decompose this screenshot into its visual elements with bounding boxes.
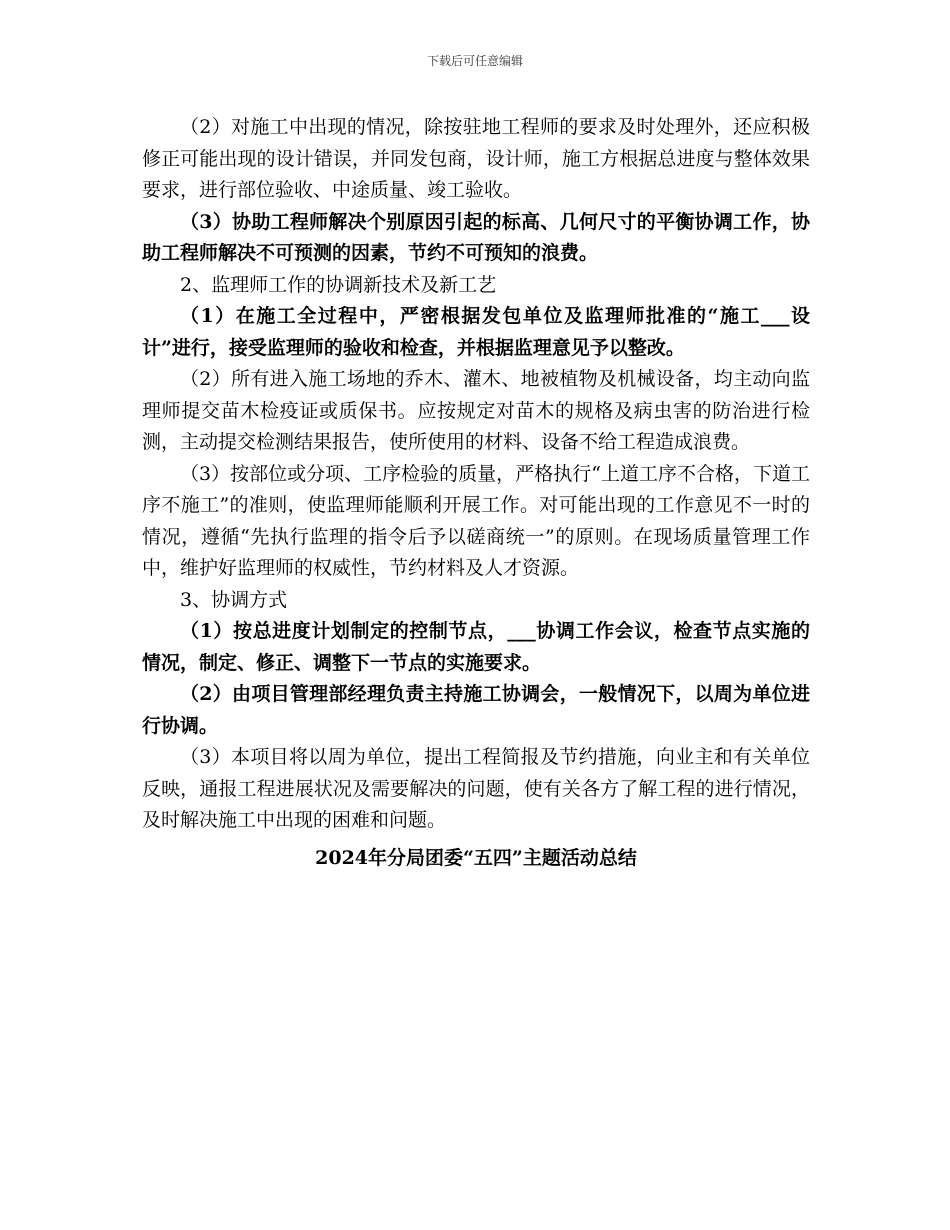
- section-heading-3: 3、协调方式: [180, 588, 288, 611]
- section-heading-2: 2、监理师工作的协调新技术及新工艺: [180, 273, 497, 296]
- paragraph-8: （1）按总进度计划制定的控制节点，___协调工作会议，检查节点实施的情况，制定、修正、调整下一节点的实施要求。: [142, 620, 810, 674]
- paragraph-10: （3）本项目将以周为单位，提出工程简报及节约措施，向业主和有关单位反映，通报工程进展状况及需要解决的问题，使有关各方了解工程的进行情况，及时解决施工中出现的困难和问题。: [142, 746, 810, 831]
- paragraph-2: （3）协助工程师解决个别原因引起的标高、几何尺寸的平衡协调工作，协助工程师解决不可预测的因素，节约不可预知的浪费。: [142, 210, 810, 264]
- paragraph-5: （2）所有进入施工场地的乔木、灌木、地被植物及机械设备，均主动向监理师提交苗木检疫证或质保书。应按规定对苗木的规格及病虫害的防治进行检测，主动提交检测结果报告，使所使用的材料、设备不给工程造成浪费。: [142, 368, 810, 453]
- paragraph-6: （3）按部位或分项、工序检验的质量，严格执行“上道工序不合格，下道工序不施工”的准则，使监理师能顺利开展工作。对可能出现的工作意见不一时的情况，遵循“先执行监理的指令后予以磋商统一”的原则。在现场质量管理工作中，维护好监理师的权威性，节约材料及人才资源。: [142, 462, 810, 579]
- paragraph-9: （2）由项目管理部经理负责主持施工协调会，一般情况下，以周为单位进行协调。: [142, 683, 810, 737]
- paragraph-4: （1）在施工全过程中，严密根据发包单位及监理师批准的“施工___设计”进行，接受监理师的验收和检查，并根据监理意见予以整改。: [142, 305, 810, 359]
- paragraph-1: （2）对施工中出现的情况，除按驻地工程师的要求及时处理外，还应积极修正可能出现的设计错误，并同发包商，设计师，施工方根据总进度与整体效果要求，进行部位验收、中途质量、竣工验收。: [142, 116, 810, 201]
- document-body: [142, 112, 810, 874]
- document-title: 2024年分局团委“五四”主题活动总结: [315, 846, 637, 869]
- page-header: 下载后可任意编辑: [426, 54, 523, 68]
